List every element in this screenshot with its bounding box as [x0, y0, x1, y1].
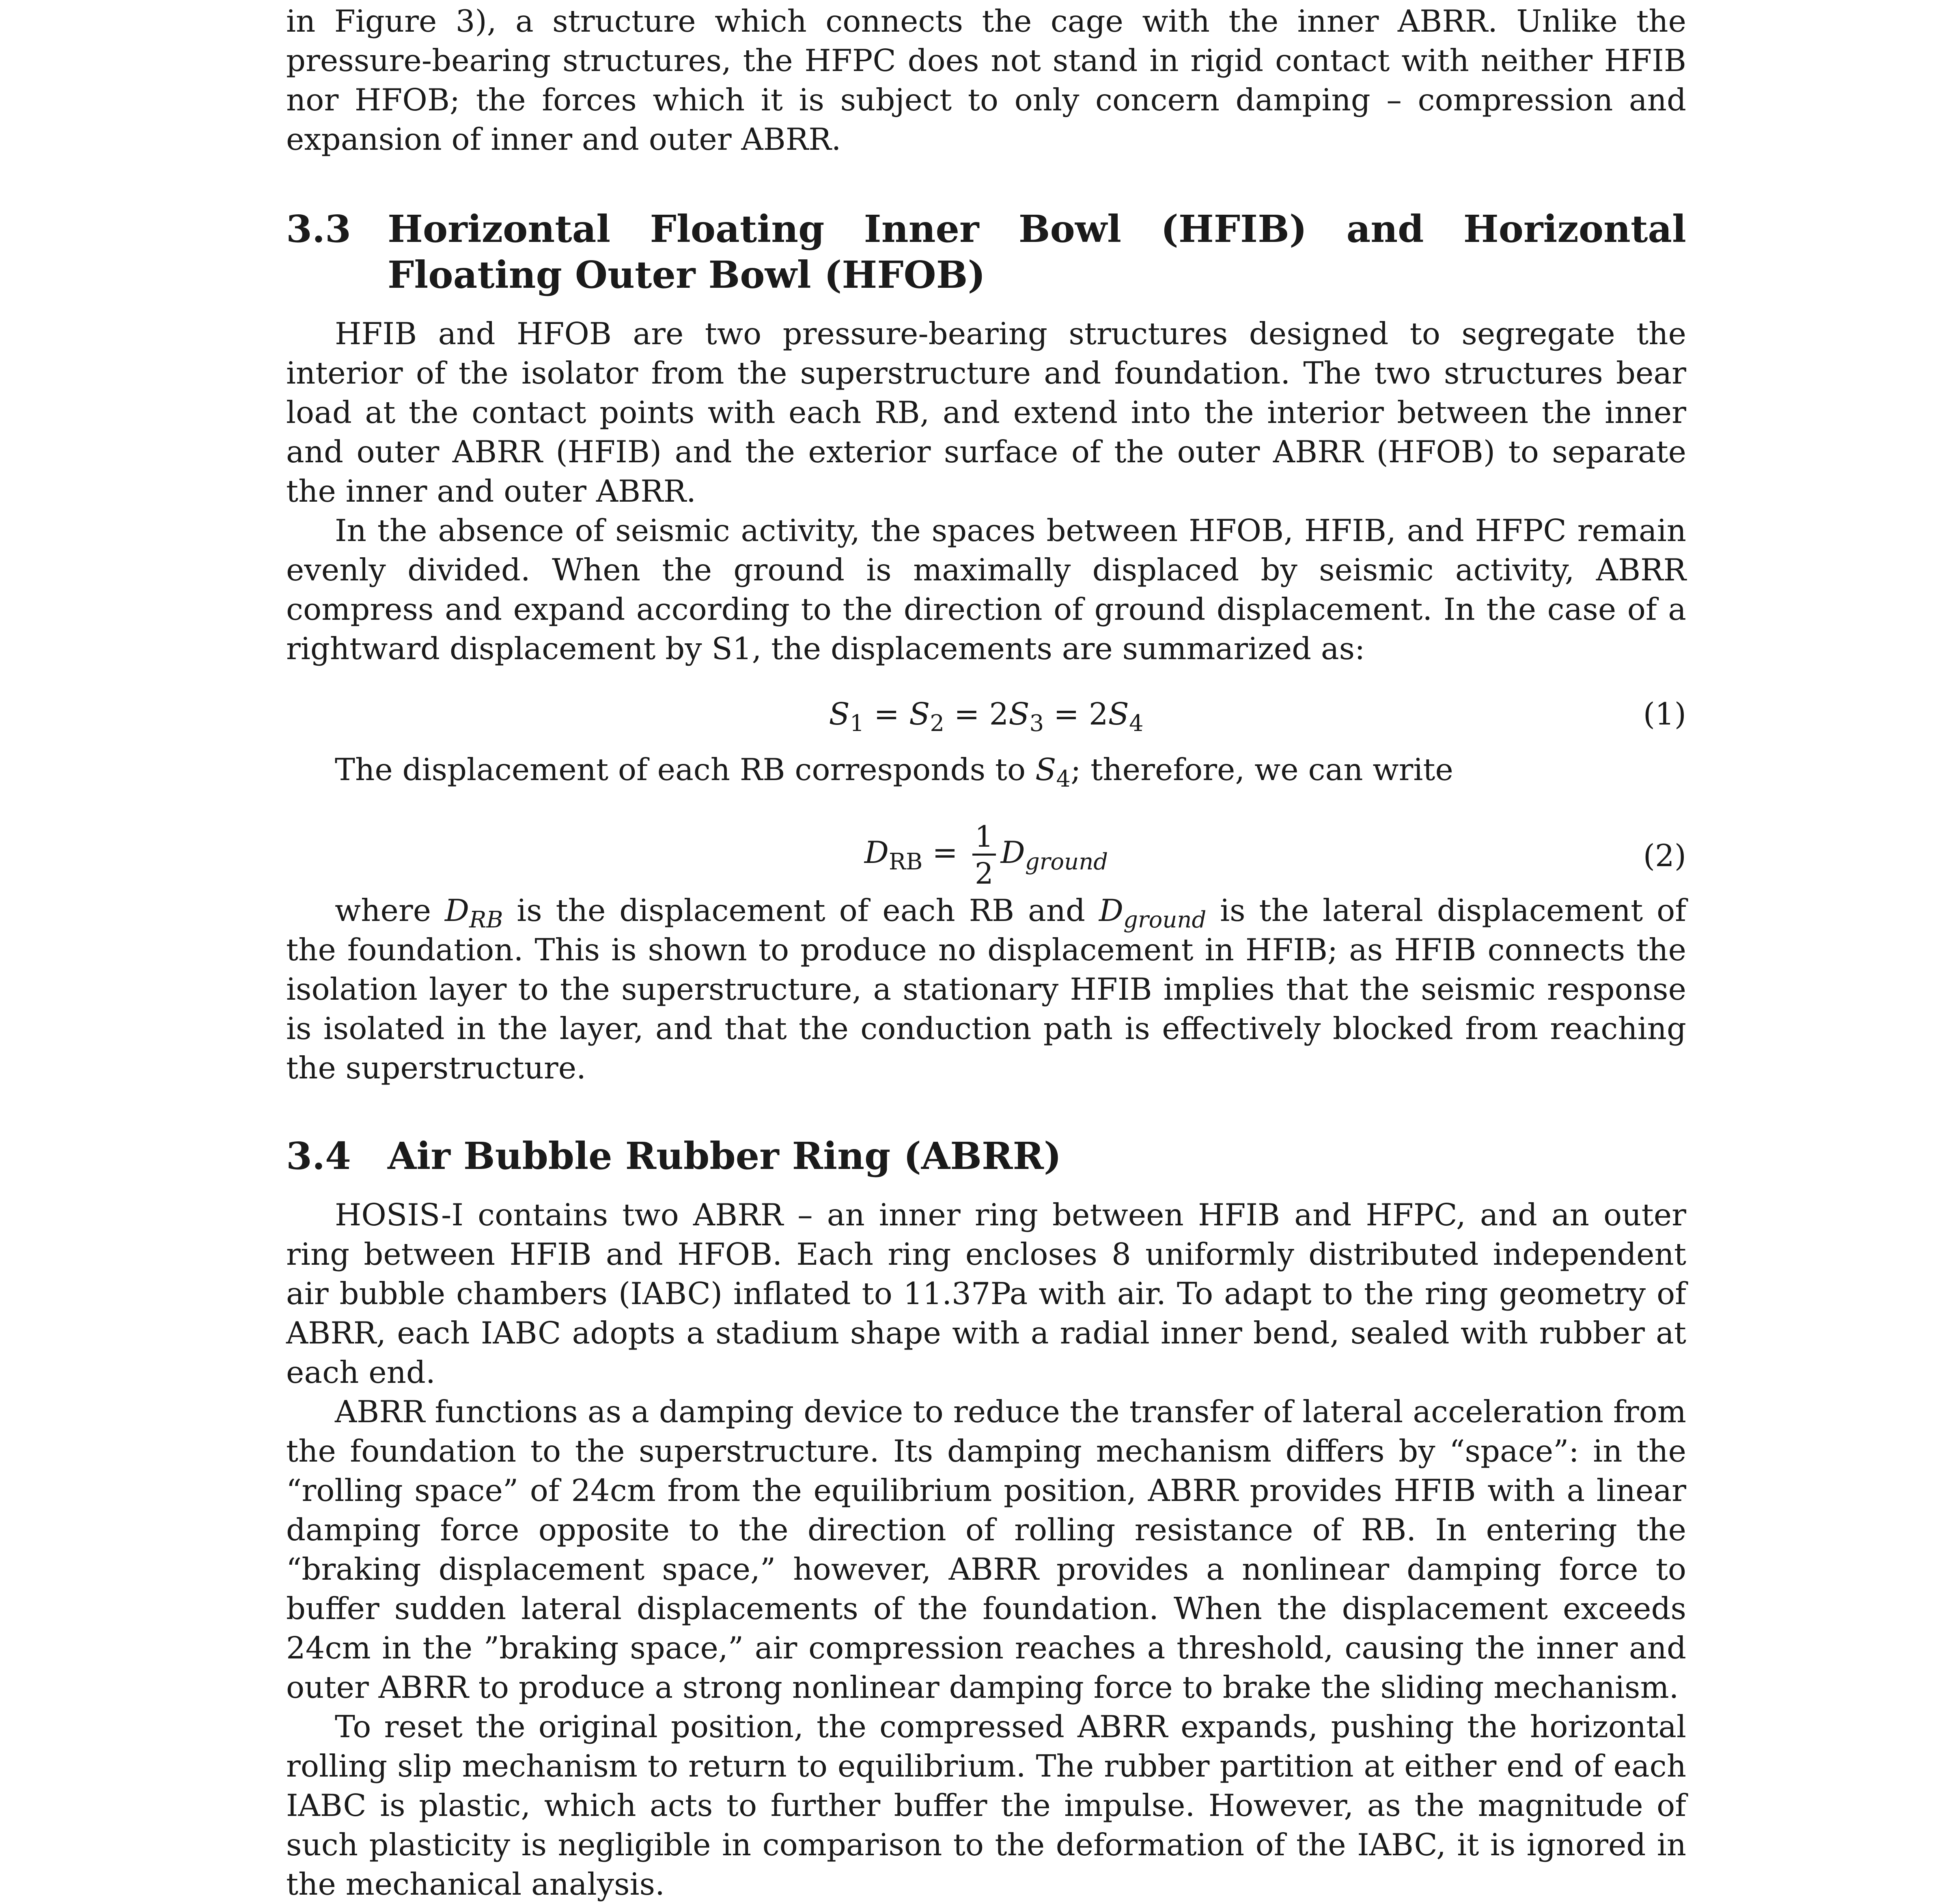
equation-1 [286, 678, 1686, 750]
section-title: Air Bubble Rubber Ring (ABRR) [388, 1134, 1062, 1178]
fraction: $\frac{1}{2}$ [972, 822, 996, 888]
section-number: 3.4 [286, 1134, 351, 1178]
paragraph: ABRR functions as a damping device to reduce the transfer of lateral acceleration from the foundation to the superstructure. Its damping mechanism differs by “space”: in the “rolling space” of 24cm from the equilibrium position, ABRR provides HFIB with a linear damping force opposite to the direction of rolling resistance of RB. In entering the “braking displacement space,” however, ABRR provides a nonlinear damping force to buffer sudden lateral displacements of the foundation. When the displacement exceeds 24cm in the ”braking space,” air compression reaches a threshold, causing the inner and outer ABRR to produce a strong nonlinear damping force to brake the sliding mechanism. [286, 1394, 1686, 1705]
section-heading-3-3 [286, 206, 1686, 298]
equation-1-body: $S_1 = S_2 = 2S_3 = 2S_4$ [829, 696, 1144, 737]
equation-2 [286, 789, 1686, 913]
paragraph: In the absence of seismic activity, the spaces between HFOB, HFIB, and HFPC remain evenly divided. When the ground is maximally displaced by seismic activity, ABRR compress and expand according to the direction of ground displacement. In the case of a rightward displacement by S1, the displacements are summarized as: [286, 513, 1686, 666]
section-title: Horizontal Floating Inner Bowl (HFIB) and Horizontal Floating Outer Bowl (HFOB) [388, 207, 1686, 297]
equation-number: (1) [1643, 696, 1686, 732]
paragraph: HFIB and HFOB are two pressure-bearing structures designed to segregate the interior of the isolator from the superstructure and foundation. The two structures bear load at the contact points with each RB, and extend into the interior between the inner and outer ABRR (HFIB) and the exterior surface of the outer ABRR (HFOB) to separate the inner and outer ABRR. [286, 316, 1686, 509]
paragraph: HOSIS-I contains two ABRR – an inner ring between HFIB and HFPC, and an outer ring between HFIB and HFOB. Each ring encloses 8 uniformly distributed independent air bubble chambers (IABC) inflated to 11.37Pa with air. To adapt to the ring geometry of ABRR, each IABC adopts a stadium shape with a radial inner bend, sealed with rubber at each end. [286, 1197, 1686, 1390]
section-heading-3-4 [286, 1133, 1686, 1179]
paragraph: To reset the original position, the compressed ABRR expands, pushing the horizontal rolling slip mechanism to return to equilibrium. The rubber partition at either end of each IABC is plastic, which acts to further buffer the impulse. However, as the magnitude of such plasticity is negligible in comparison to the deformation of the IABC, it is ignored in the mechanical analysis. [286, 1709, 1686, 1902]
paragraph: where $D_{RB}$ is the displacement of each RB and $D_{ground}$ is the lateral displacement of the foundation. This is shown to produce no displacement in HFIB; as HFIB connects the isolation layer to the superstructure, a stationary HFIB implies that the seismic response is isolated in the layer, and that the conduction path is effectively blocked from reaching the superstructure. [286, 893, 1686, 1086]
intro-paragraph: in Figure 3), a structure which connects the cage with the inner ABRR. Unlike the pressure-bearing structures, the HFPC does not stand in rigid contact with neither HFIB nor HFOB; the forces which it is subject to only concern damping – compression and expansion of inner and outer ABRR. [286, 3, 1686, 157]
equation-2-body: $D_{RB}$ = $\frac{1}{2}$ $D_{ground}$ [864, 819, 1108, 891]
equation-number: (2) [1643, 838, 1686, 873]
text-column [286, 0, 1686, 1904]
paragraph: The displacement of each RB corresponds to $S_4$; therefore, we can write [335, 752, 1453, 792]
section-number: 3.3 [286, 207, 351, 251]
